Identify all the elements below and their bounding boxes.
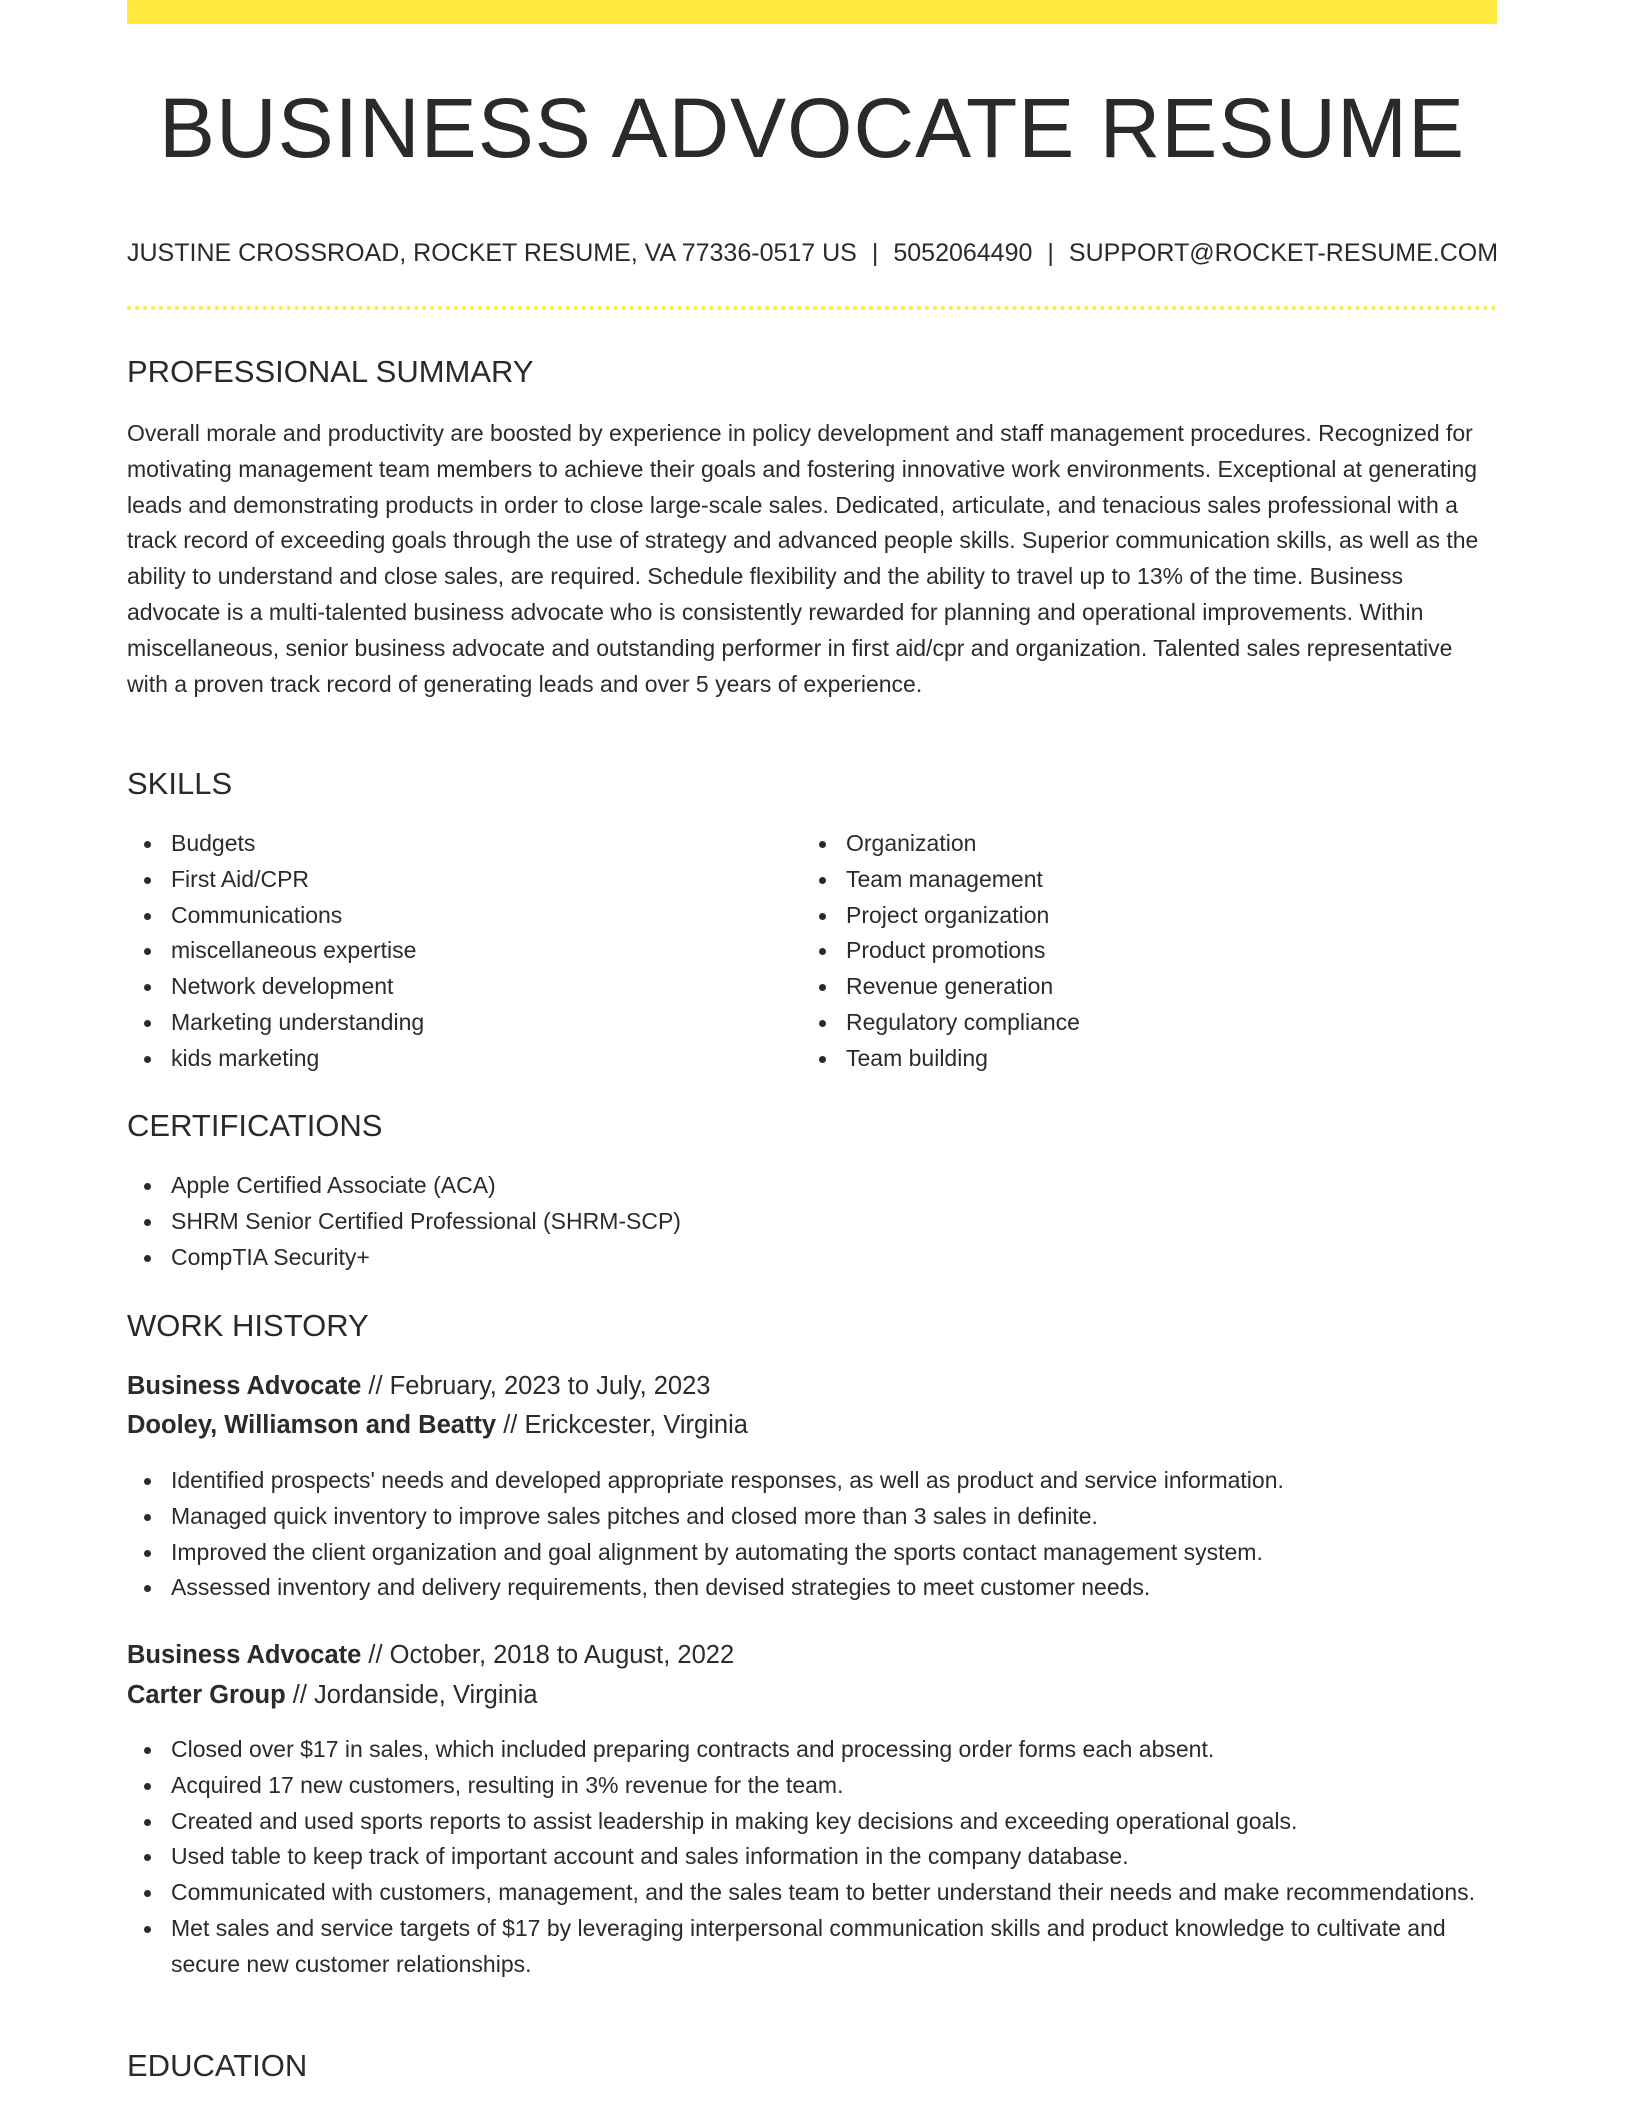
resume-title: BUSINESS ADVOCATE RESUME — [158, 81, 1466, 175]
job-title-line — [127, 1636, 734, 1674]
contact-phone: 5052064490 — [893, 239, 1033, 267]
job-bullet: Met sales and service targets of $17 by leveraging interpersonal communication skills and product knowledge to cultivate and secure new customer relationships. — [127, 1911, 1497, 1983]
summary-text: Overall morale and productivity are boosted by experience in policy development and staff management procedures. Recognized for motivating management team members to achieve their goals and fostering innovative work environments. Exceptional at generating leads and demonstrating products in order to close large-scale sales. Dedicated, articulate, and tenacious sales professional with a track record of exceeding goals through the use of strategy and advanced people skills. Superior communication skills, as well as the ability to understand and close sales, are required. Schedule flexibility and the ability to travel up to 13% of the time. Business advocate is a multi-talented business advocate who is consistently rewarded for planning and operational improvements. Within miscellaneous, senior business advocate and outstanding performer in first aid/cpr and organization. Talented sales representative with a proven track record of generating leads and over 5 years of experience. — [127, 420, 1479, 697]
job-bullet: Communicated with customers, management, and the sales team to better understand their needs and make recommendations. — [127, 1875, 1497, 1911]
skill-item: Marketing understanding — [127, 1005, 797, 1041]
summary-heading: PROFESSIONAL SUMMARY — [127, 354, 534, 389]
skill-item: Communications — [127, 898, 797, 934]
contact-address: JUSTINE CROSSROAD, ROCKET RESUME, VA 77336-0517 US — [127, 239, 857, 267]
job-title: Business Advocate — [127, 1372, 362, 1400]
job-bullet: Managed quick inventory to improve sales pitches and closed more than 3 sales in definite. — [127, 1499, 1497, 1535]
job-company-line — [127, 1676, 538, 1714]
contact-separator: | — [1047, 239, 1054, 267]
job-bullet: Identified prospects' needs and developed appropriate responses, as well as product and service information. — [127, 1463, 1497, 1499]
skill-item: First Aid/CPR — [127, 862, 797, 898]
job-title: Business Advocate — [127, 1641, 362, 1669]
job-location: // Erickcester, Virginia — [496, 1411, 748, 1439]
certifications-list — [127, 1168, 1497, 1275]
contact-line — [127, 236, 1497, 270]
job-bullet: Improved the client organization and goal alignment by automating the sports contact management system. — [127, 1535, 1497, 1571]
skill-item: Revenue generation — [802, 969, 1482, 1005]
skills-list-right — [802, 826, 1482, 1077]
job-dates: // February, 2023 to July, 2023 — [361, 1372, 711, 1400]
job-bullets — [127, 1732, 1497, 1983]
skill-item: Regulatory compliance — [802, 1005, 1482, 1041]
job-company: Carter Group — [127, 1681, 286, 1709]
contact-separator: | — [871, 239, 879, 267]
certification-item: CompTIA Security+ — [127, 1240, 1497, 1276]
contact-email: SUPPORT@ROCKET-RESUME.COM — [1068, 239, 1499, 267]
work-history-heading: WORK HISTORY — [127, 1308, 369, 1343]
skill-item: Organization — [802, 826, 1482, 862]
top-accent-bar — [127, 0, 1497, 24]
job-bullet: Acquired 17 new customers, resulting in 3% revenue for the team. — [127, 1768, 1497, 1804]
skills-heading: SKILLS — [127, 766, 233, 801]
skill-item: Project organization — [802, 898, 1482, 934]
job-location: // Jordanside, Virginia — [285, 1681, 538, 1709]
dotted-divider — [127, 306, 1497, 310]
education-heading: EDUCATION — [127, 2048, 308, 2083]
skill-item: Team building — [802, 1041, 1482, 1077]
job-dates: // October, 2018 to August, 2022 — [361, 1641, 735, 1669]
certification-item: SHRM Senior Certified Professional (SHRM-SCP) — [127, 1204, 1497, 1240]
skill-item: Network development — [127, 969, 797, 1005]
job-bullet: Assessed inventory and delivery requirements, then devised strategies to meet customer needs. — [127, 1570, 1497, 1606]
certification-item: Apple Certified Associate (ACA) — [127, 1168, 1497, 1204]
skills-list-left — [127, 826, 797, 1077]
skill-item: Product promotions — [802, 933, 1482, 969]
job-bullets — [127, 1463, 1497, 1606]
job-company-line — [127, 1406, 748, 1444]
skill-item: kids marketing — [127, 1041, 797, 1077]
job-bullet: Used table to keep track of important account and sales information in the company database. — [127, 1839, 1497, 1875]
skill-item: miscellaneous expertise — [127, 933, 797, 969]
job-title-line — [127, 1367, 710, 1405]
certifications-heading: CERTIFICATIONS — [127, 1108, 383, 1143]
skill-item: Team management — [802, 862, 1482, 898]
job-company: Dooley, Williamson and Beatty — [127, 1411, 497, 1439]
job-bullet: Closed over $17 in sales, which included preparing contracts and processing order forms each absent. — [127, 1732, 1497, 1768]
job-bullet: Created and used sports reports to assist leadership in making key decisions and exceeding operational goals. — [127, 1804, 1497, 1840]
skill-item: Budgets — [127, 826, 797, 862]
